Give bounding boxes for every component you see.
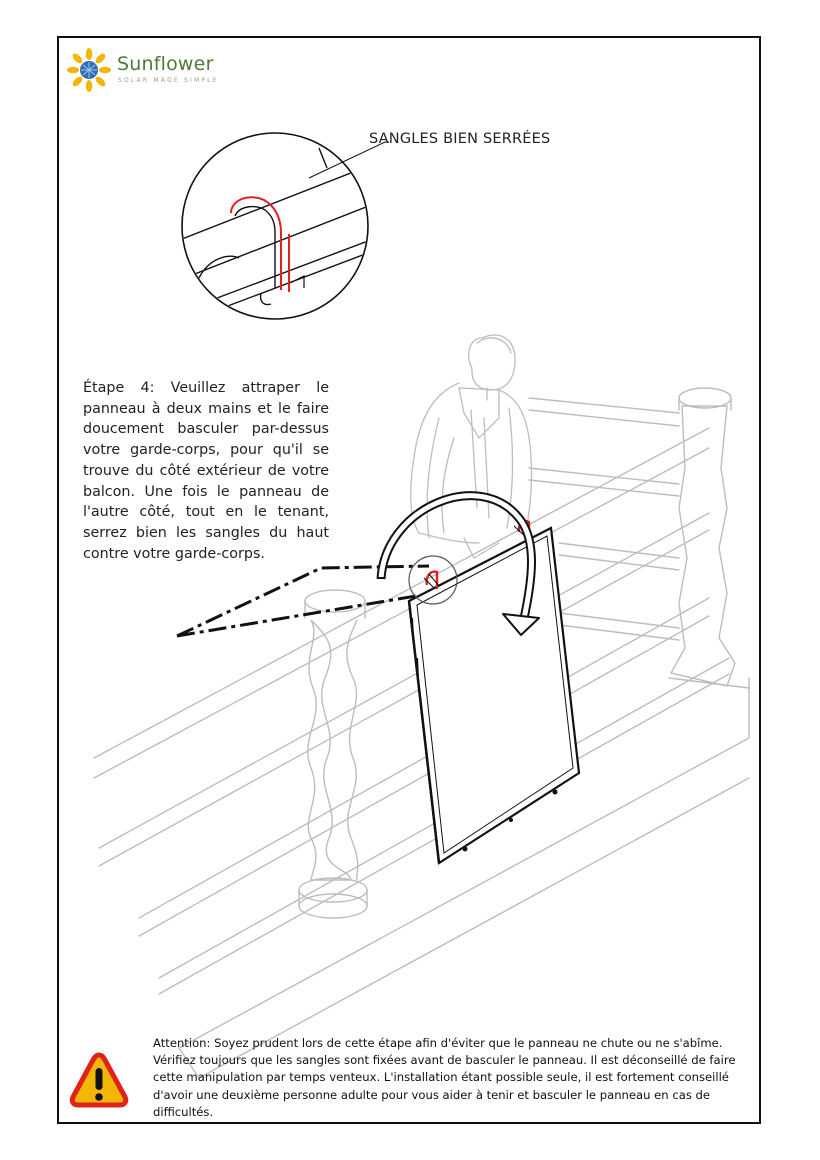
brand-tagline: SOLAR MADE SIMPLE <box>118 77 219 84</box>
brand-name: Sunflower <box>117 53 214 75</box>
zoom-detail-circle <box>159 133 389 332</box>
callout-label: SANGLES BIEN SERRÉES <box>369 131 551 147</box>
warning-icon <box>69 1051 129 1109</box>
instruction-sheet <box>57 36 761 1124</box>
installation-illustration <box>59 38 761 1124</box>
step-instructions: Étape 4: Veuillez attraper le panneau à deux mains et le faire doucement basculer par-dessus votre garde-corps, pour qu'il se trouve du côté extérieur de votre balcon. Une fois le panneau de l'autre côté, tout en le tenant, serrez bien les sangles du haut contre votre garde-corps. <box>83 380 329 562</box>
solar-panel <box>409 528 579 863</box>
person-figure <box>411 335 532 558</box>
warning-text: Attention: Soyez prudent lors de cette étape afin d'éviter que le panneau ne chute ou ne s'abîme. Vérifiez toujours que les sangles sont fixées avant de basculer le panneau. Il est déconseillé de faire cette manipulation par temps venteux. L'installation étant possible seule, il est fortement conseillé d'avoir une deuxième personne adulte pour vous aider à tenir et basculer le panneau en cas de difficultés. <box>153 1036 736 1119</box>
